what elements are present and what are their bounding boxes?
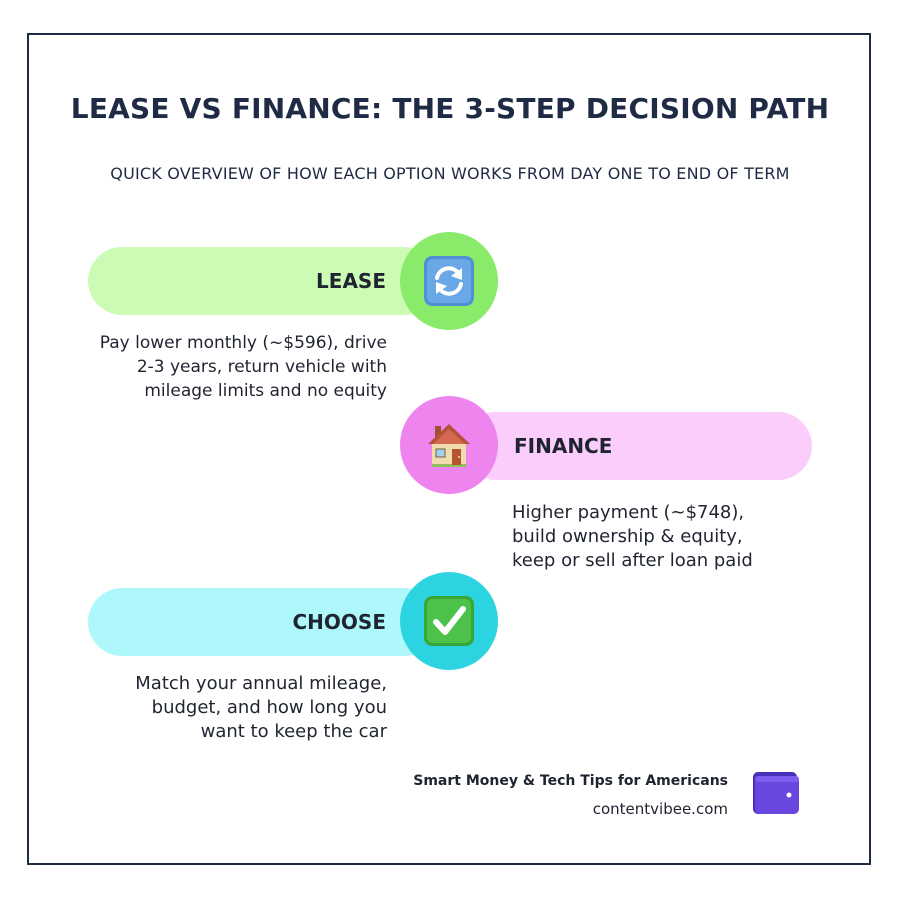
choose-circle [400,572,498,670]
lease-circle [400,232,498,330]
choose-label: CHOOSE [292,610,386,634]
page-subtitle: QUICK OVERVIEW OF HOW EACH OPTION WORKS FROM DAY ONE TO END OF TERM [110,164,790,183]
lease-description-line: Pay lower monthly (~$596), drive [99,333,387,353]
choose-description [135,672,387,744]
finance-description-line: Higher payment (~$748), [512,502,745,523]
lease-label: LEASE [316,269,386,293]
lease-description-line: 2-3 years, return vehicle with [136,357,387,377]
brand-url[interactable]: contentvibee.com [592,800,728,818]
house-icon [424,420,474,470]
finance-circle [400,396,498,494]
finance-description [512,501,753,573]
finance-pill [462,412,812,480]
finance-label: FINANCE [514,434,613,458]
check-mark-icon [424,596,474,646]
lease-description-line: mileage limits and no equity [144,381,387,401]
choose-description-line: want to keep the car [200,721,387,742]
lease-description [100,331,387,403]
choose-pill [88,588,438,656]
lease-pill [88,247,438,315]
brand-tagline: Smart Money & Tech Tips for Americans [413,773,728,789]
choose-description-line: Match your annual mileage, [135,673,387,694]
finance-description-line: build ownership & equity, [512,526,743,547]
wallet-icon [751,770,801,816]
repeat-arrows-icon [424,256,474,306]
page-title: LEASE VS FINANCE: THE 3-STEP DECISION PATH [70,92,830,125]
choose-description-line: budget, and how long you [151,697,387,718]
finance-description-line: keep or sell after loan paid [512,550,753,571]
